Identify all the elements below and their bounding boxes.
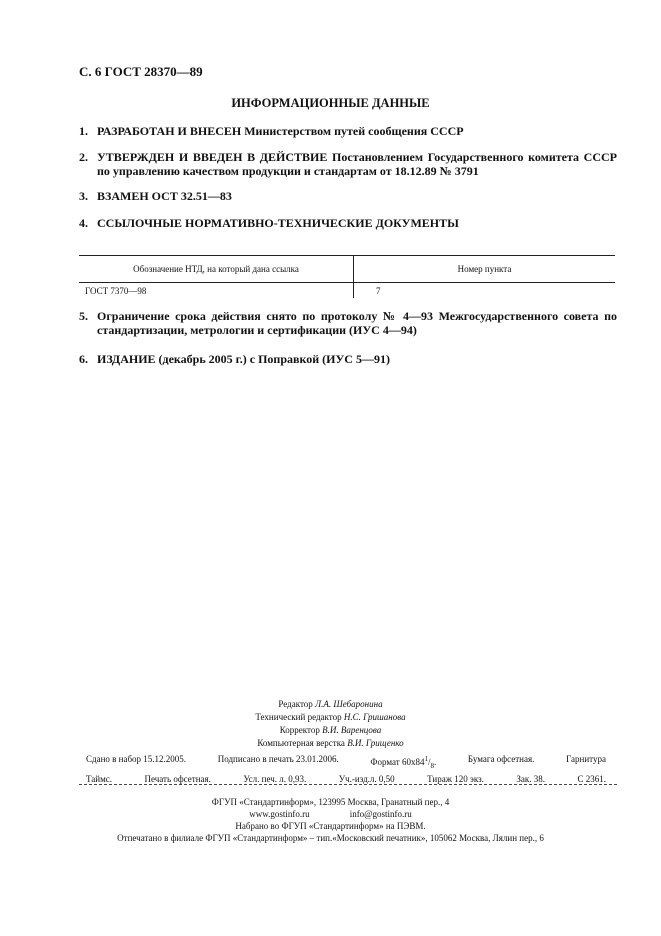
item-text <box>97 189 617 203</box>
item-number: 6. <box>79 352 88 366</box>
item-lead: УТВЕРЖДЕН И ВВЕДЕН В ДЕЙСТВИЕ <box>97 150 328 164</box>
publisher-website[interactable]: www.gostinfo.ru <box>249 809 310 819</box>
item-number: 4. <box>79 216 88 230</box>
imprint-circulation: Тираж 120 экз. <box>427 773 484 784</box>
item-number: 2. <box>79 150 88 164</box>
imprint-font: Таймс. <box>86 773 113 784</box>
credit-name: Н.С. Гришанова <box>343 712 406 722</box>
typesetting-note: Набрано во ФГУП «Стандартинформ» на ПЭВМ. <box>235 821 426 831</box>
item-text <box>97 150 617 178</box>
info-item-6 <box>79 352 617 366</box>
imprint-typeset-date: Сдано в набор 15.12.2005. <box>86 754 187 764</box>
publisher-email[interactable]: info@gostinfo.ru <box>349 809 412 819</box>
reference-table <box>79 255 615 298</box>
imprint-print-sheets: Усл. печ. л. 0,93. <box>243 773 307 784</box>
item-lead: ВЗАМЕН ОСТ 32.51—83 <box>97 189 232 203</box>
item-lead: Ограничение срока действия снято по протоколу № 4—93 Межгосударственного совета по стандартизации, метрологии и сертификации (ИУС 4—94) <box>97 309 617 337</box>
dashed-divider <box>79 784 617 785</box>
item-rest: Постановлением Государственного комитета СССР по управлению качеством продукции и стандартам от 18.12.89 № 3791 <box>97 150 617 178</box>
page-header: С. 6 ГОСТ 28370—89 <box>79 64 203 79</box>
item-rest: Министерством путей сообщения СССР <box>241 124 464 138</box>
publisher-contacts <box>0 808 661 820</box>
credit-role: Компьютерная верстка <box>257 738 345 748</box>
credit-role: Редактор <box>278 699 313 709</box>
info-item-3 <box>79 189 617 203</box>
publisher-footer <box>0 796 661 844</box>
credit-role: Корректор <box>279 725 320 735</box>
item-number: 3. <box>79 189 88 203</box>
imprint-typeface: Гарнитура <box>566 754 606 764</box>
item-number: 5. <box>79 309 88 323</box>
table-cell-clause: 7 <box>376 285 381 296</box>
item-text <box>97 216 617 230</box>
imprint-row-1 <box>86 753 606 773</box>
printing-note: Отпечатано в филиале ФГУП «Стандартинформ» – тип.«Московский печатник», 105062 Москва, Лялин пер., 6 <box>117 833 544 843</box>
info-item-4 <box>79 216 617 230</box>
section-title: ИНФОРМАЦИОННЫЕ ДАННЫЕ <box>231 96 430 110</box>
credit-editor <box>0 698 661 711</box>
imprint-code: С 2361. <box>577 773 606 784</box>
imprint-order: Зак. 38. <box>516 773 545 784</box>
info-item-1 <box>79 124 617 138</box>
imprint-block <box>86 753 606 786</box>
imprint-publisher-sheets: Уч.-изд.л. 0,50 <box>338 773 395 784</box>
imprint-paper: Бумага офсетная. <box>467 754 535 764</box>
imprint-printing: Печать офсетная. <box>144 773 211 784</box>
column-header-document: Обозначение НТД, на который дана ссылка <box>79 256 354 283</box>
credit-name: Л.А. Шебаронина <box>315 699 383 709</box>
item-text <box>97 124 617 138</box>
item-lead: ИЗДАНИЕ (декабрь 2005 г.) с Поправкой (ИУС 5—91) <box>97 352 390 366</box>
column-header-clause: Номер пункта <box>354 256 616 283</box>
credit-name: В.И. Грищенко <box>347 738 404 748</box>
credits-block <box>0 698 661 750</box>
credit-proofreader <box>0 724 661 737</box>
item-lead: ССЫЛОЧНЫЕ НОРМАТИВНО-ТЕХНИЧЕСКИЕ ДОКУМЕНТЫ <box>97 216 459 230</box>
credit-layout <box>0 737 661 750</box>
info-item-2 <box>79 150 617 178</box>
table-header-row <box>79 256 615 283</box>
item-text <box>97 352 617 366</box>
item-lead: РАЗРАБОТАН И ВНЕСЕН <box>97 124 242 138</box>
credit-tech-editor <box>0 711 661 724</box>
item-number: 1. <box>79 124 88 138</box>
table-row <box>79 283 615 299</box>
credit-role: Технический редактор <box>255 712 342 722</box>
credit-name: В.И. Варенцова <box>322 725 382 735</box>
publisher-address: ФГУП «Стандартинформ», 123995 Москва, Гранатный пер., 4 <box>211 797 450 807</box>
item-text <box>97 309 617 337</box>
info-item-5 <box>79 309 617 337</box>
table-cell-document: ГОСТ 7370—98 <box>79 283 354 299</box>
imprint-format: Формат $60x84^1/_8$. <box>370 755 437 770</box>
imprint-print-date: Подписано в печать 23.01.2006. <box>217 754 339 764</box>
